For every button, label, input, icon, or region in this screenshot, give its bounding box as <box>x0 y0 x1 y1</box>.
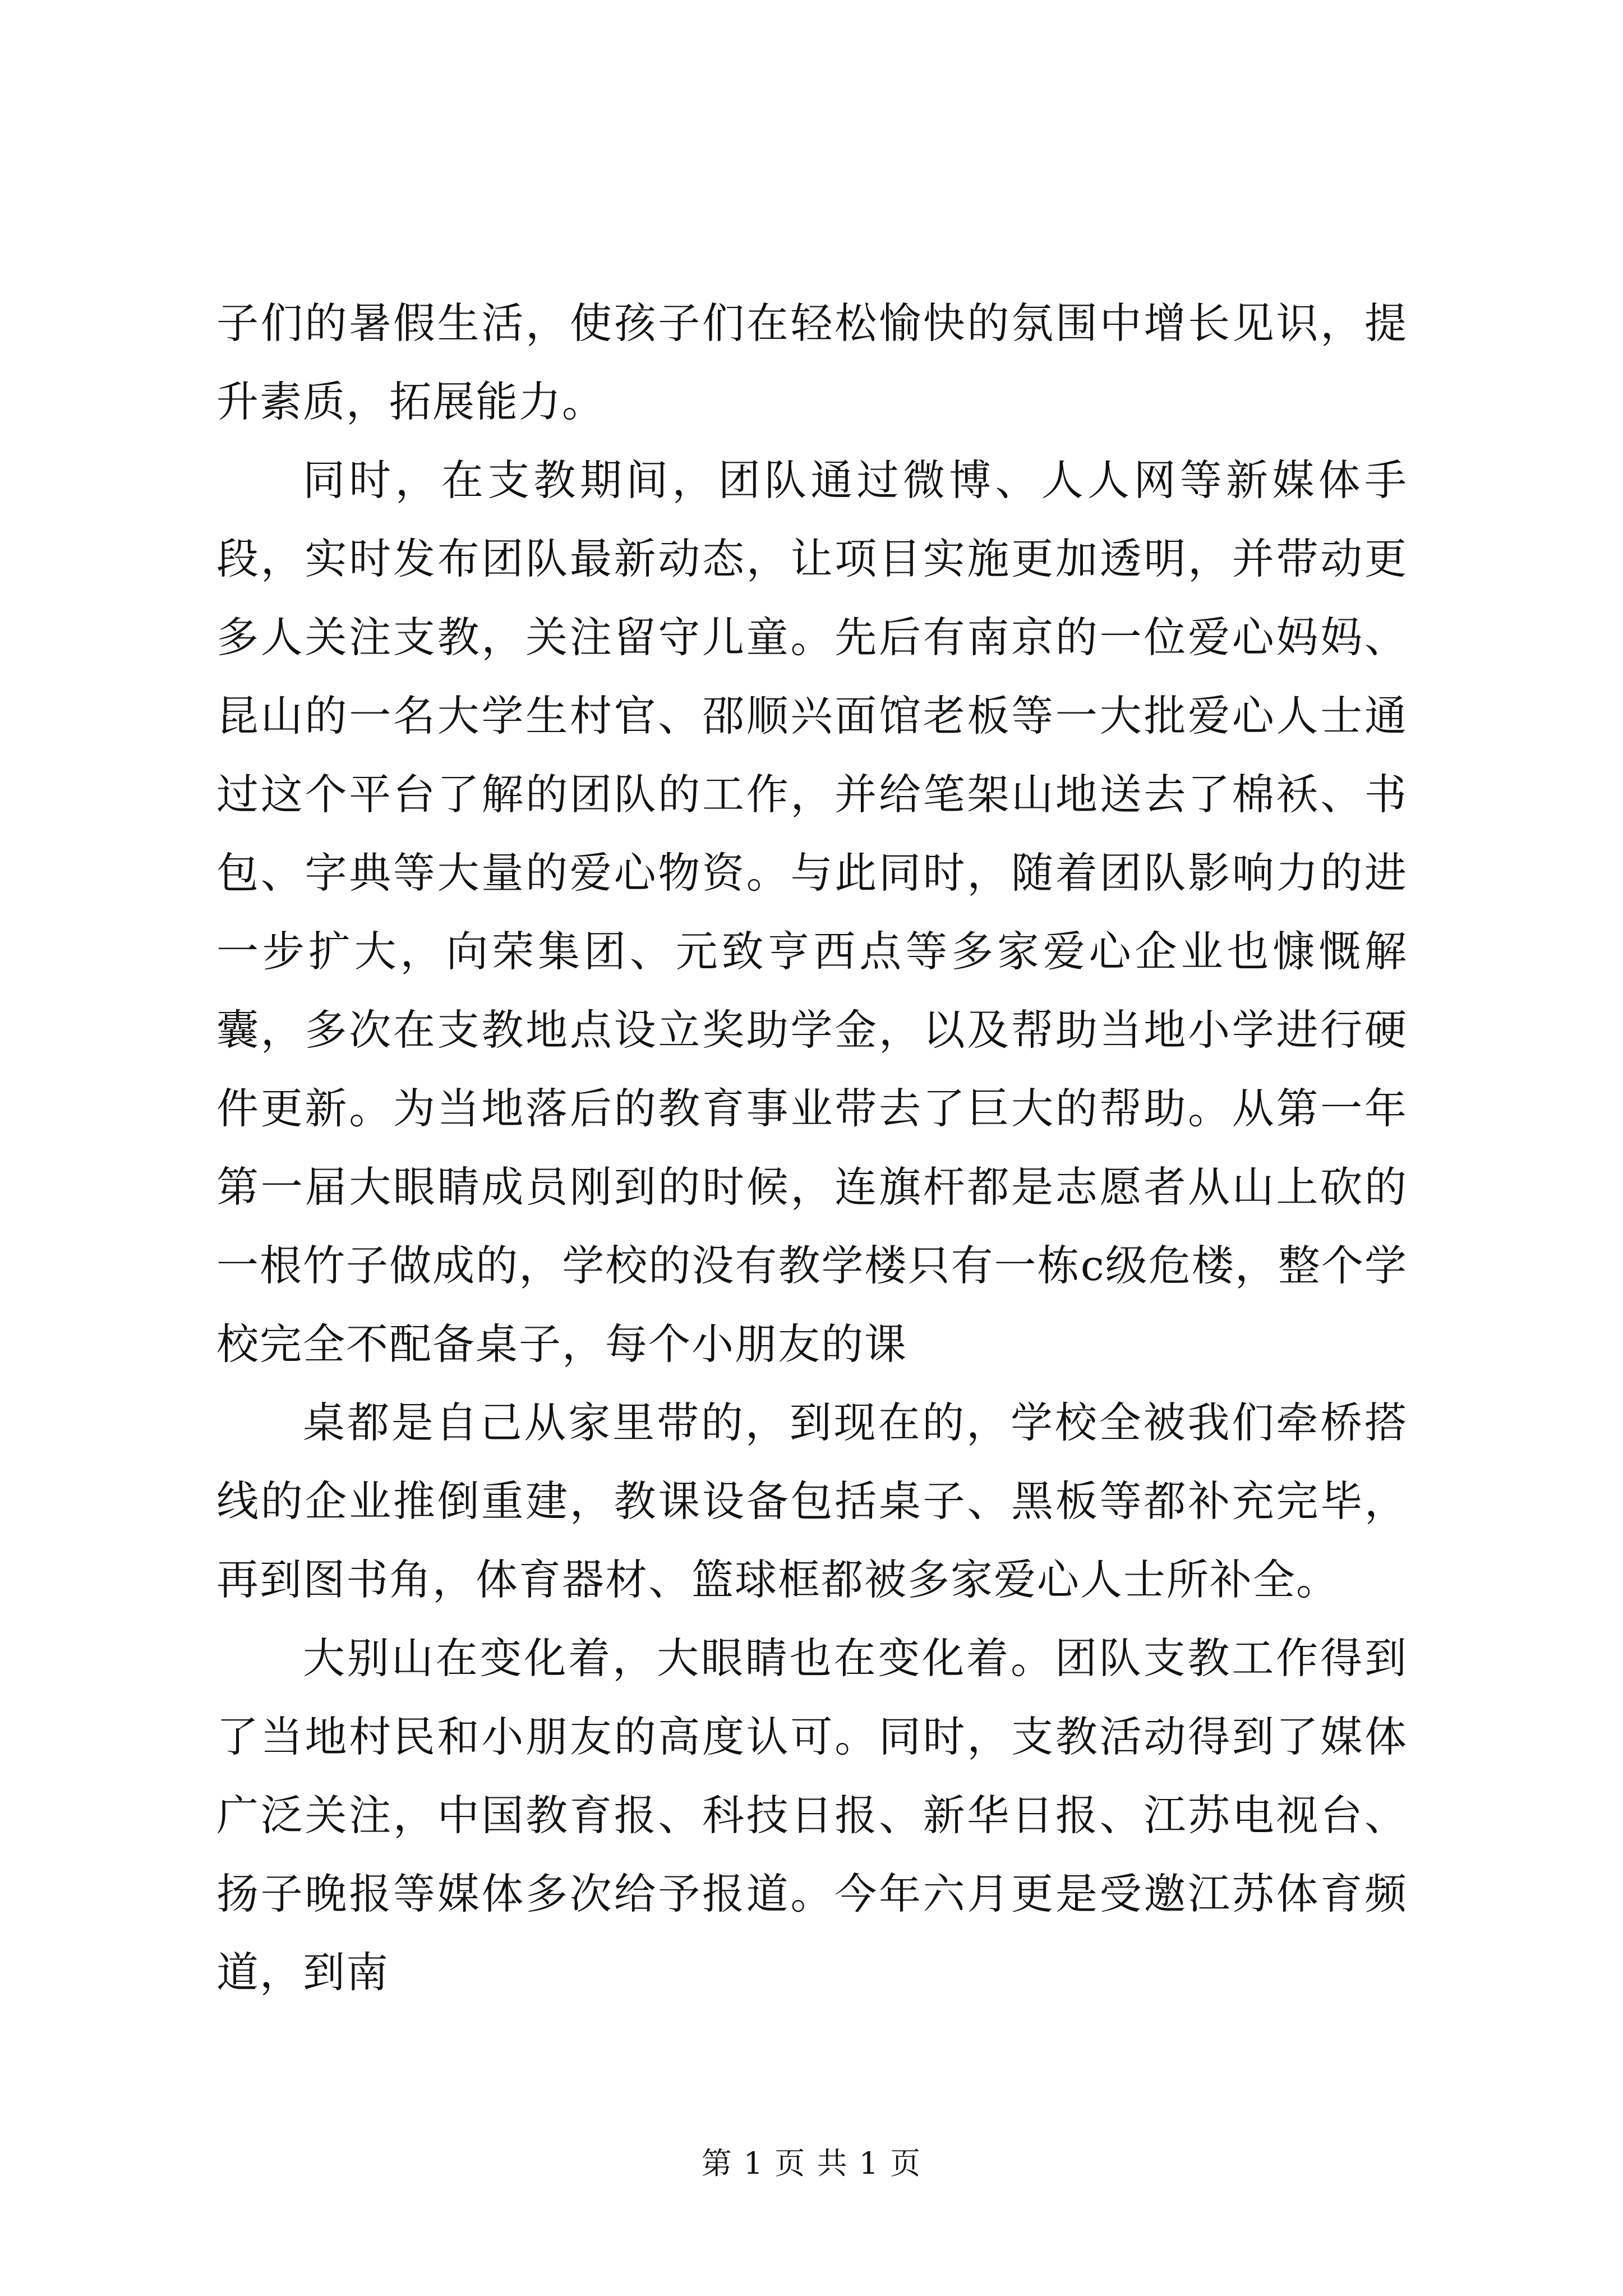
page-number: 第 1 页 共 1 页 <box>701 2146 922 2181</box>
paragraph-3: 桌都是自己从家里带的，到现在的，学校全被我们牵桥搭线的企业推倒重建，教课设备包括桌子、黑板等都补充完毕，再到图书角，体育器材、篮球框都被多家爱心人士所补全。 <box>216 1398 1408 1604</box>
body-text <box>216 284 1408 2012</box>
paragraph-2: 同时，在支教期间，团队通过微博、人人网等新媒体手段，实时发布团队最新动态，让项目实施更加透明，并带动更多人关注支教，关注留守儿童。先后有南京的一位爱心妈妈、昆山的一名大学生村官、邵顺兴面馆老板等一大批爱心人士通过这个平台了解的团队的工作，并给笔架山地送去了棉袄、书包、字典等大量的爱心物资。与此同时，随着团队影响力的进一步扩大，向荣集团、元致亨西点等多家爱心企业也慷慨解囊，多次在支教地点设立奖助学金，以及帮助当地小学进行硬件更新。为当地落后的教育事业带去了巨大的帮助。从第一年第一届大眼睛成员刚到的时候，连旗杆都是志愿者从山上砍的一根竹子做成的，学校的没有教学楼只有一栋c级危楼，整个学校完全不配备桌子，每个小朋友的课 <box>216 455 1408 1369</box>
paragraph-4: 大别山在变化着，大眼睛也在变化着。团队支教工作得到了当地村民和小朋友的高度认可。同时，支教活动得到了媒体广泛关注，中国教育报、科技日报、新华日报、江苏电视台、扬子晚报等媒体多次给予报道。今年六月更是受邀江苏体育频道，到南 <box>216 1634 1408 1997</box>
page-footer <box>0 2144 1623 2183</box>
paragraph-1: 子们的暑假生活，使孩子们在轻松愉快的氛围中增长见识，提升素质，拓展能力。 <box>216 298 1408 426</box>
